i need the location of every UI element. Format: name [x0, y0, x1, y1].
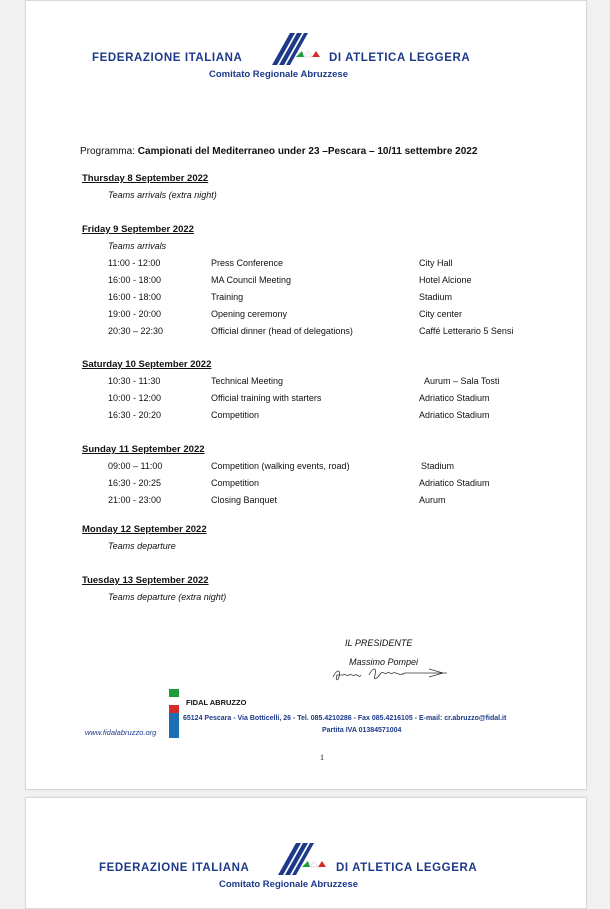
event-time: 16:30 - 20:25: [108, 478, 162, 488]
letterhead: [26, 31, 586, 91]
event-time: 10:30 - 11:30: [108, 376, 161, 386]
event-time: 21:00 - 23:00: [108, 495, 162, 505]
event-name: Official dinner (head of delegations): [211, 326, 353, 336]
day-note: Teams departure (extra night): [108, 592, 227, 602]
schedule-row: [26, 393, 586, 407]
event-time: 20:30 – 22:30: [108, 326, 164, 336]
federation-name-left: FEDERAZIONE ITALIANA: [92, 52, 243, 64]
event-name: Competition: [211, 478, 260, 488]
event-name: Closing Banquet: [211, 495, 278, 505]
event-name: Training: [211, 292, 244, 302]
event-place: City Hall: [419, 258, 453, 268]
event-place: Hotel Alcione: [419, 275, 472, 285]
event-place: Adriatico Stadium: [419, 478, 490, 488]
schedule-row: [26, 275, 586, 289]
schedule-row: [26, 461, 586, 475]
event-time: 11:00 - 12:00: [108, 258, 161, 268]
footer-org-name: FIDAL ABRUZZO: [186, 698, 247, 707]
program-event-title: Campionati del Mediterraneo under 23 –Pescara – 10/11 settembre 2022: [137, 146, 478, 157]
event-name: Competition (walking events, road): [211, 461, 350, 471]
program-label: Programma:: [80, 146, 136, 157]
event-name: Opening ceremony: [211, 309, 288, 319]
event-place: City center: [419, 309, 463, 319]
event-time: 16:00 - 18:00: [108, 292, 162, 302]
schedule-row: [26, 258, 586, 272]
day-note: Teams arrivals: [108, 241, 167, 251]
schedule-row: [26, 326, 586, 340]
day-note: Teams arrivals (extra night): [108, 190, 217, 200]
event-name: Competition: [211, 410, 260, 420]
letterhead: [26, 840, 586, 900]
event-place: Stadium: [421, 461, 455, 471]
fidal-flag-bar-icon: [169, 689, 179, 738]
document-page-2: [25, 797, 587, 909]
schedule-row: [26, 292, 586, 306]
committee-name: Comitato Regionale Abruzzese: [209, 69, 349, 80]
event-time: 10:00 - 12:00: [108, 393, 162, 403]
event-place: Stadium: [419, 292, 453, 302]
president-title: IL PRESIDENTE: [345, 638, 413, 648]
event-time: 19:00 - 20:00: [108, 309, 162, 319]
day-heading: Thursday 8 September 2022: [82, 173, 209, 184]
event-name: Technical Meeting: [211, 376, 284, 386]
federation-name-left: FEDERAZIONE ITALIANA: [99, 862, 250, 874]
day-heading: Saturday 10 September 2022: [82, 359, 212, 370]
page-number: 1: [320, 753, 324, 762]
program-title: [80, 146, 477, 157]
footer-address: 65124 Pescara - Via Botticelli, 26 - Tel. 085.4210286 - Fax 085.4216105 - E-mail: cr.abruzzo@fidal.it: [183, 715, 507, 722]
schedule-row: [26, 410, 586, 424]
president-name: Massimo Pompei: [349, 657, 419, 667]
event-place: Aurum: [419, 495, 446, 505]
event-place: Caffé Letterario 5 Sensi: [419, 326, 514, 336]
day-heading: Friday 9 September 2022: [82, 224, 194, 235]
fidal-logo-icon: [268, 31, 320, 67]
day-heading: Monday 12 September 2022: [82, 524, 207, 535]
day-heading: Sunday 11 September 2022: [82, 444, 205, 455]
schedule-row: [26, 478, 586, 492]
document-page-1: [25, 0, 587, 790]
footer-vat-number: Partita IVA 01384571004: [322, 727, 402, 734]
fidal-logo-icon: [274, 841, 326, 877]
schedule-row: [26, 376, 586, 390]
event-time: 09:00 – 11:00: [108, 461, 163, 471]
event-place: Aurum – Sala Tosti: [424, 376, 500, 386]
handwritten-signature: [329, 663, 451, 685]
committee-name: Comitato Regionale Abruzzese: [219, 879, 359, 890]
event-time: 16:30 - 20:20: [108, 410, 162, 420]
day-heading: Tuesday 13 September 2022: [82, 575, 209, 586]
footer-website-link[interactable]: www.fidalabruzzo.org: [85, 728, 157, 737]
event-time: 16:00 - 18:00: [108, 275, 162, 285]
event-name: Press Conference: [211, 258, 284, 268]
day-note: Teams departure: [108, 541, 176, 551]
schedule-row: [26, 309, 586, 323]
event-name: Official training with starters: [211, 393, 322, 403]
event-place: Adriatico Stadium: [419, 410, 490, 420]
schedule-row: [26, 495, 586, 509]
federation-name-right: DI ATLETICA LEGGERA: [329, 52, 471, 64]
federation-name-right: DI ATLETICA LEGGERA: [336, 862, 478, 874]
event-name: MA Council Meeting: [211, 275, 292, 285]
event-place: Adriatico Stadium: [419, 393, 490, 403]
